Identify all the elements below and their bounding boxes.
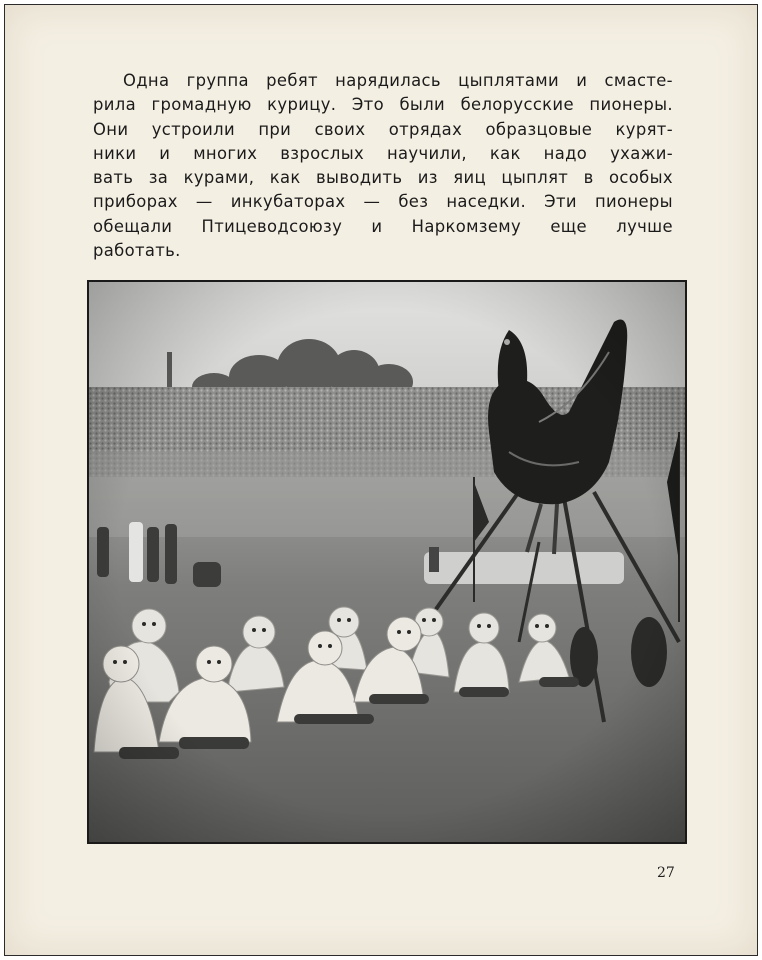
paragraph-line-1: Одна группа ребят нарядилась цыплятами и смасте- (123, 71, 673, 90)
photograph (87, 280, 687, 844)
paragraph-line-8: работать. (93, 241, 181, 261)
paragraph-line-2: рила громадную курицу. Это были белорусские пионеры. (93, 95, 673, 115)
paragraph-line-6: приборах — инкубаторах — без наседки. Эти пионеры (93, 192, 673, 212)
book-page (4, 4, 758, 956)
page-number: 27 (657, 865, 675, 881)
paragraph-line-7: обещали Птицеводсоюзу и Наркомзему еще лучше (93, 216, 673, 236)
paragraph-line-3: Они устроили при своих отрядах образцовые курят- (93, 119, 673, 139)
photo-illustration (89, 282, 685, 842)
paragraph-line-4: ники и многих взрослых научили, как надо ухажи- (93, 143, 673, 163)
paragraph (93, 69, 673, 263)
paragraph-line-5: вать за курами, как выводить из яиц цыплят в особых (93, 168, 673, 188)
